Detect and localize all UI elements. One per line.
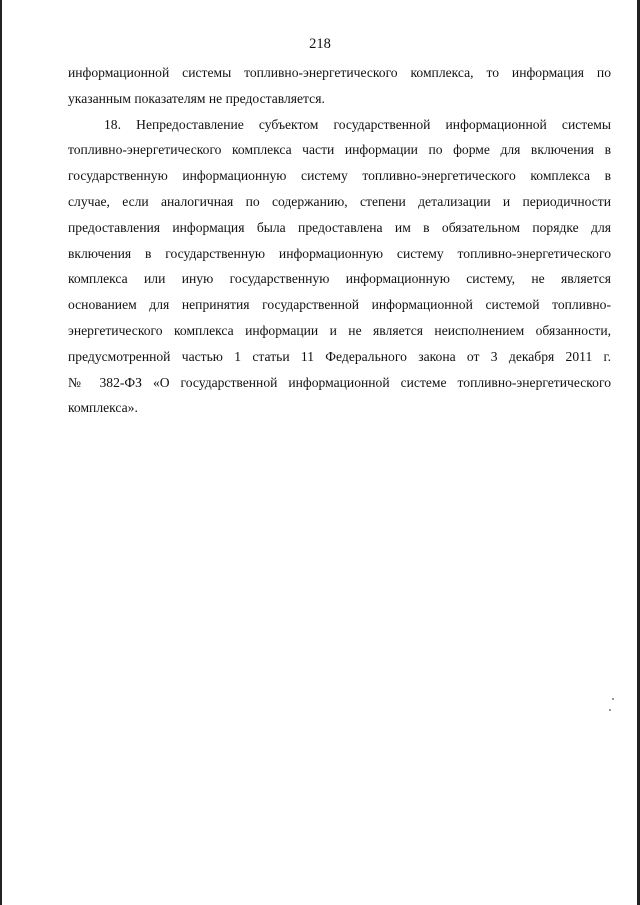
continuation-line-2: указанным показателям не предоставляется. bbox=[68, 90, 325, 106]
scan-speck bbox=[609, 709, 611, 711]
paragraph-18-line-9: энергетического комплекса информации и не является неисполнением обязанности, bbox=[68, 322, 611, 338]
paragraph-18-line-1: 18. Непредоставление субъектом государственной информационной системы bbox=[104, 116, 611, 132]
paragraph-18-line-2: топливно-энергетического комплекса части информации по форме для включения в bbox=[68, 142, 611, 158]
paragraph-18-line-4: случае, если аналогичная по содержанию, степени детализации и периодичности bbox=[68, 193, 611, 209]
continuation-line-1: информационной системы топливно-энергетического комплекса, то информация по bbox=[68, 65, 611, 80]
scan-border-left bbox=[0, 0, 2, 905]
paragraph-18-line-3: государственную информационную систему топливно-энергетического комплекса в bbox=[68, 168, 611, 184]
paragraph-18-line-5: предоставления информация была предоставлена им в обязательном порядке для bbox=[68, 219, 611, 235]
paragraph-18-line-12: комплекса». bbox=[68, 400, 138, 416]
paragraph-18-line-6: включения в государственную информационную систему топливно-энергетического bbox=[68, 245, 611, 261]
paragraph-18-line-7: комплекса или иную государственную информационную систему, не является bbox=[68, 271, 611, 287]
page-number: 218 bbox=[309, 36, 331, 52]
body-text bbox=[68, 60, 611, 421]
paragraph-18-line-8: основанием для непринятия государственной информационной системой топливно- bbox=[68, 297, 611, 313]
paragraph-18-line-10: предусмотренной частью 1 статьи 11 Федерального закона от 3 декабря 2011 г. bbox=[68, 348, 611, 364]
paragraph-18-line-11: № 382-ФЗ «О государственной информационной системе топливно-энергетического bbox=[68, 374, 611, 390]
scan-speck bbox=[612, 698, 614, 700]
